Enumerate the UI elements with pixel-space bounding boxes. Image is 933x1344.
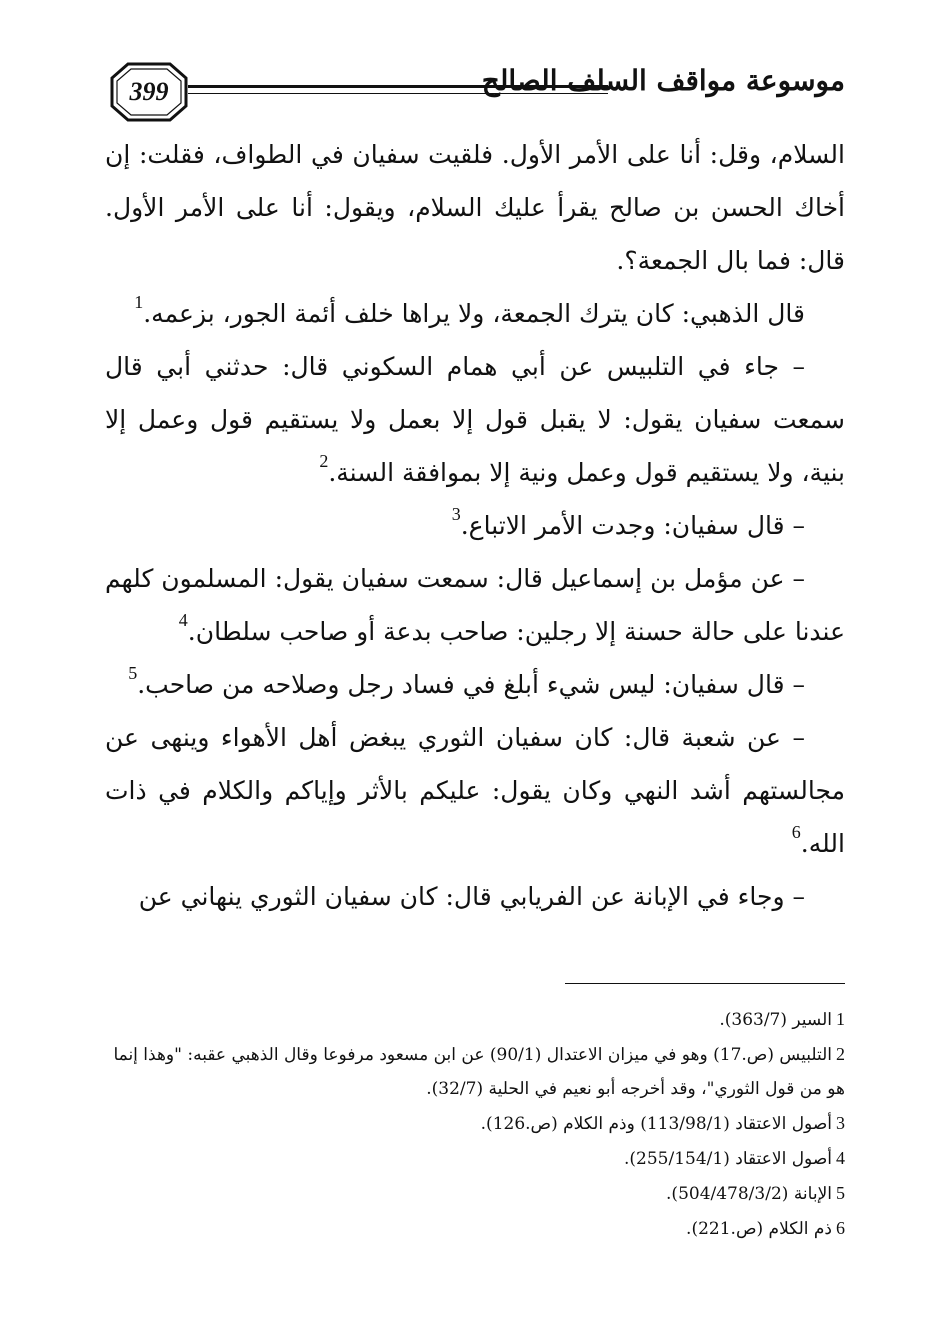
footnote-ref: 5 [128,663,138,683]
paragraph: السلام، وقل: أنا على الأمر الأول. فلقيت سفيان في الطواف، فقلت: إن أخاك الحسن بن صالح يقرأ عليك السلام، ويقول: أنا على الأمر الأول. قال: فما بال الجمعة؟. [105,140,845,275]
footnote-ref: 1 [134,292,144,312]
page-number-badge [110,62,188,122]
main-text [105,128,845,923]
footnote-ref: 2 [319,451,329,471]
footnote: 6ذم الكلام (ص.221). [686,1218,845,1239]
footnotes [105,1002,845,1246]
paragraph: – عن شعبة قال: كان سفيان الثوري يبغض أهل الأهواء وينهى عن مجالستهم أشد النهي وكان يقول: عليكم بالأثر وإياكم والكلام في ذات الله.$^6$ [105,723,845,858]
paragraph: – قال سفيان: ليس شيء أبلغ في فساد رجل وصلاحه من صاحب.$^5$ [128,663,805,699]
footnote: 2التلبيس (ص.17) وهو في ميزان الاعتدال (90/1) عن ابن مسعود مرفوعا وقال الذهبي عقبه: "وهذا إنما هو من قول الثوري"، وقد أخرجه أبو نعيم في الحلية (32/7). [113,1044,845,1099]
footnote-ref: 6 [791,822,801,842]
paragraph: – عن مؤمل بن إسماعيل قال: سمعت سفيان يقول: المسلمون كلهم عندنا على حالة حسنة إلا رجلين: صاحب بدعة أو صاحب سلطان.$^4$ [105,564,845,646]
footnote: 1السير (363/7). [719,1009,845,1030]
footnote-separator [565,983,845,984]
footnote: 3أصول الاعتقاد (113/98/1) وذم الكلام (ص.126). [480,1113,845,1134]
paragraph: – جاء في التلبيس عن أبي همام السكوني قال: حدثني أبي قال سمعت سفيان يقول: لا يقبل قول إلا بعمل ولا يستقيم قول وعمل إلا بنية، ولا يستقيم قول وعمل ونية إلا بموافقة السنة.$^2$ [105,352,845,487]
paragraph: – قال سفيان: وجدت الأمر الاتباع.$^3$ [451,504,805,540]
paragraph: – وجاء في الإبانة عن الفريابي قال: كان سفيان الثوري ينهاني عن [138,882,805,911]
running-title: موسوعة مواقف السلف الصالح [481,64,845,97]
paragraph: قال الذهبي: كان يترك الجمعة، ولا يراها خلف أئمة الجور، بزعمه.$^1$ [134,292,805,328]
page-header [100,60,845,126]
footnote-ref: 3 [451,504,461,524]
footnote: 4أصول الاعتقاد (255/154/1). [624,1148,845,1169]
footnote: 5الإبانة (504/478/3/2). [666,1183,845,1204]
footnote-ref: 4 [178,610,188,630]
page-number: 399 [129,77,169,106]
